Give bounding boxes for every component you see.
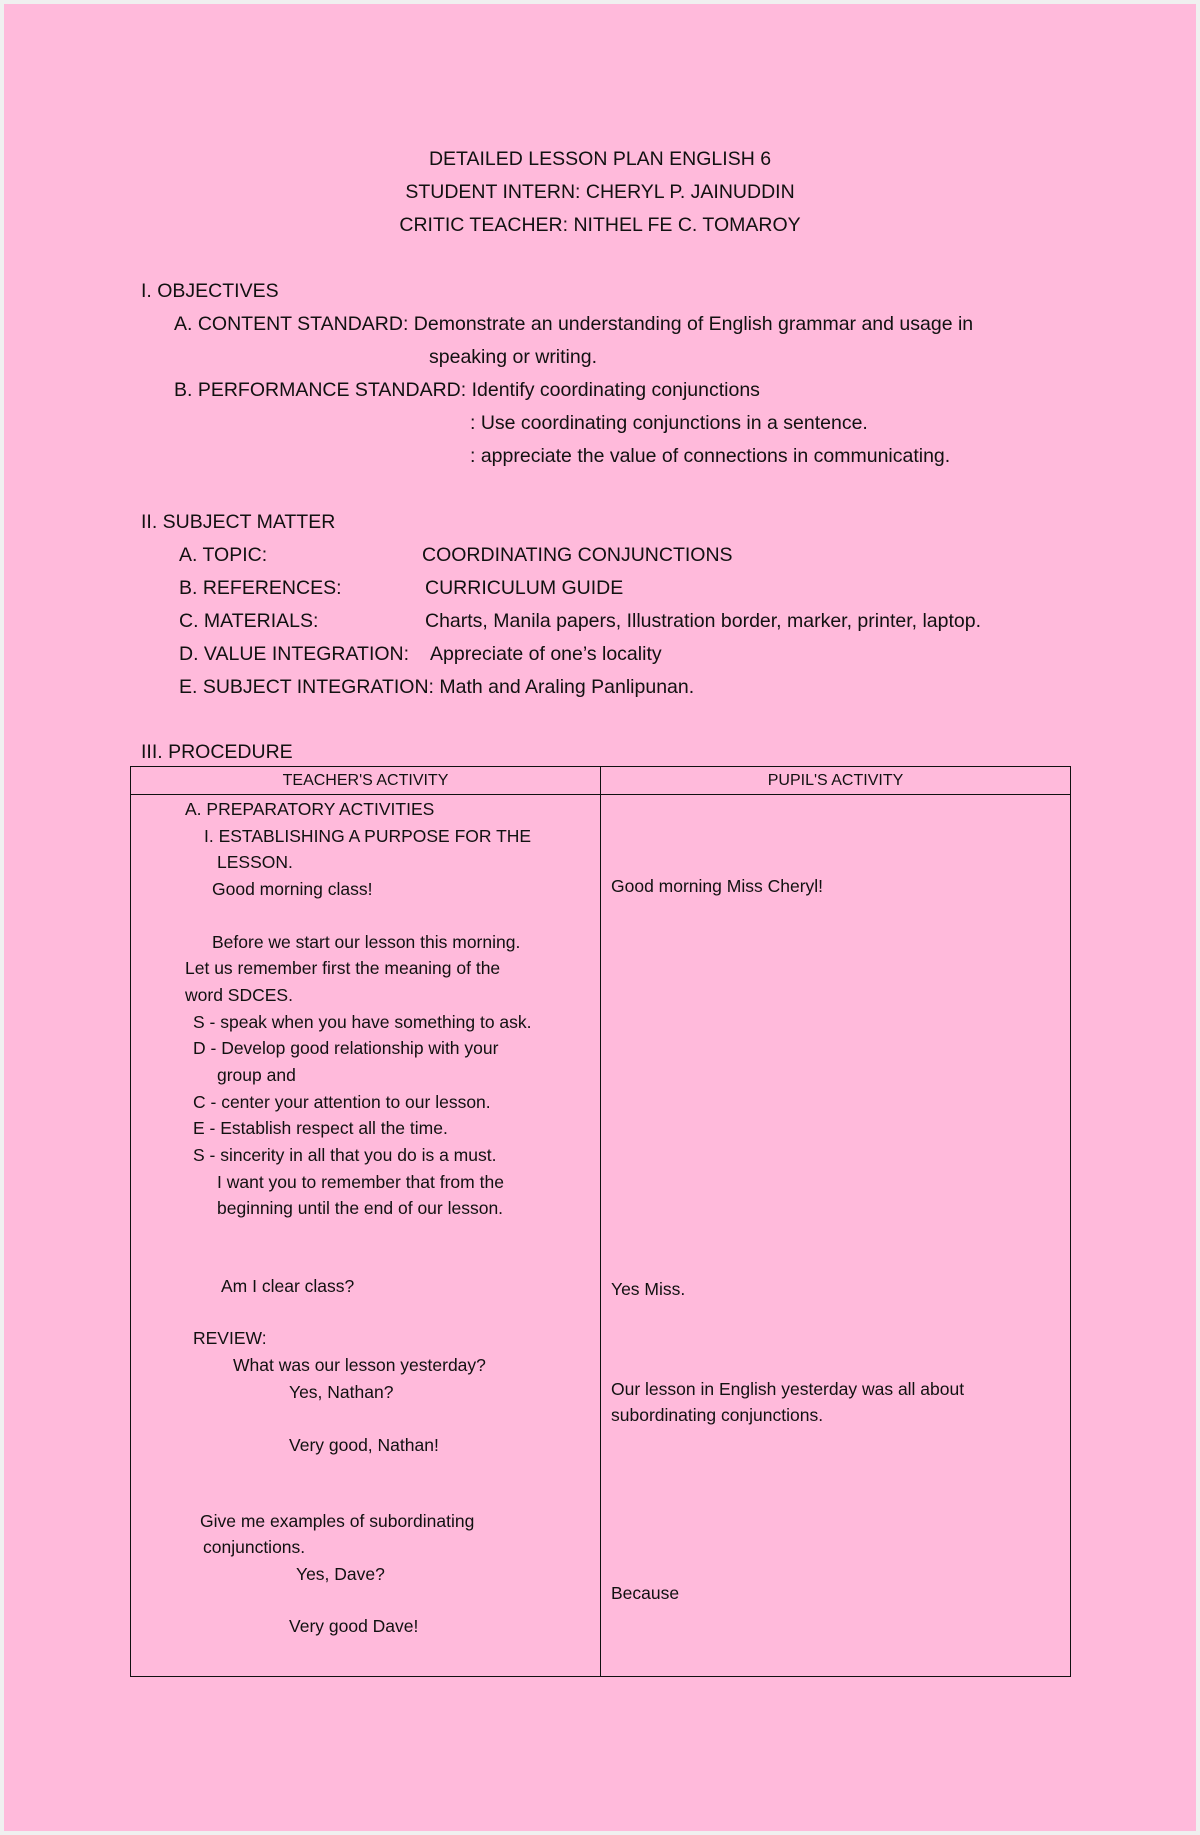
teacher-line: D - Develop good relationship with your [193, 1038, 499, 1058]
teacher-line: word SDCES. [185, 985, 293, 1005]
value-integration-value: Appreciate of one’s locality [430, 643, 662, 665]
pupil-activity-header: PUPIL'S ACTIVITY [601, 767, 1071, 795]
performance-standard-item: : Use coordinating conjunctions in a sentence. [470, 412, 868, 434]
teacher-line: Before we start our lesson this morning. [212, 932, 521, 952]
content-standard-continuation: speaking or writing. [429, 346, 597, 368]
performance-standard: B. PERFORMANCE STANDARD: Identify coordinating conjunctions [174, 379, 760, 401]
teacher-line: C - center your attention to our lesson. [193, 1092, 491, 1112]
topic-value: COORDINATING CONJUNCTIONS [422, 544, 733, 566]
teacher-line: A. PREPARATORY ACTIVITIES [185, 799, 435, 819]
pupil-line: Because [611, 1583, 680, 1603]
materials-label: C. MATERIALS: [179, 610, 319, 632]
teacher-line: LESSON. [217, 852, 293, 872]
teacher-line: Very good, Nathan! [289, 1435, 439, 1455]
teacher-line: Am I clear class? [221, 1276, 355, 1296]
teacher-line: S - speak when you have something to ask. [193, 1012, 532, 1032]
pupil-line: Good morning Miss Cheryl! [611, 876, 824, 896]
teacher-line: Yes, Nathan? [289, 1382, 394, 1402]
teacher-line: group and [217, 1065, 296, 1085]
subject-matter-heading: II. SUBJECT MATTER [141, 511, 336, 533]
pupil-line: Our lesson in English yesterday was all about [611, 1379, 965, 1399]
teacher-line: S - sincerity in all that you do is a must. [193, 1145, 497, 1165]
table-header-row [131, 767, 1071, 795]
teacher-line: conjunctions. [203, 1537, 306, 1557]
subject-integration: E. SUBJECT INTEGRATION: Math and Araling Panlipunan. [179, 676, 695, 698]
pupil-activity-cell [601, 795, 1071, 1677]
content-standard: A. CONTENT STANDARD: Demonstrate an understanding of English grammar and usage in [174, 313, 974, 335]
teacher-line: Yes, Dave? [296, 1564, 385, 1584]
pupil-line: subordinating conjunctions. [611, 1405, 824, 1425]
teacher-activity-cell [131, 795, 601, 1677]
teacher-line: Give me examples of subordinating [200, 1511, 475, 1531]
value-integration-label: D. VALUE INTEGRATION: [179, 643, 410, 665]
student-intern-line: STUDENT INTERN: CHERYL P. JAINUDDIN [405, 181, 795, 203]
teacher-line: I want you to remember that from the [217, 1172, 504, 1192]
teacher-line: beginning until the end of our lesson. [217, 1198, 504, 1218]
performance-standard-item: : appreciate the value of connections in communicating. [470, 445, 951, 467]
critic-teacher-line: CRITIC TEACHER: NITHEL FE C. TOMAROY [399, 214, 801, 236]
table-row [131, 795, 1071, 1677]
pupil-line: Yes Miss. [611, 1279, 686, 1299]
topic-label: A. TOPIC: [179, 544, 268, 566]
teacher-line: Very good Dave! [289, 1616, 419, 1636]
references-label: B. REFERENCES: [179, 577, 342, 599]
procedure-heading: III. PROCEDURE [141, 741, 293, 763]
teacher-line: I. ESTABLISHING A PURPOSE FOR THE [204, 826, 532, 846]
teacher-line: REVIEW: [193, 1328, 267, 1348]
procedure-table [130, 766, 1071, 1677]
materials-value: Charts, Manila papers, Illustration border, marker, printer, laptop. [425, 610, 982, 632]
references-value: CURRICULUM GUIDE [425, 577, 624, 599]
objectives-heading: I. OBJECTIVES [141, 280, 279, 302]
teacher-line: Let us remember first the meaning of the [185, 958, 501, 978]
lesson-plan-title: DETAILED LESSON PLAN ENGLISH 6 [428, 148, 772, 170]
teacher-line: E - Establish respect all the time. [193, 1118, 448, 1138]
teacher-activity-header: TEACHER'S ACTIVITY [131, 767, 601, 795]
teacher-line: What was our lesson yesterday? [233, 1355, 486, 1375]
teacher-line: Good morning class! [212, 879, 373, 899]
document-page [4, 4, 1196, 1831]
